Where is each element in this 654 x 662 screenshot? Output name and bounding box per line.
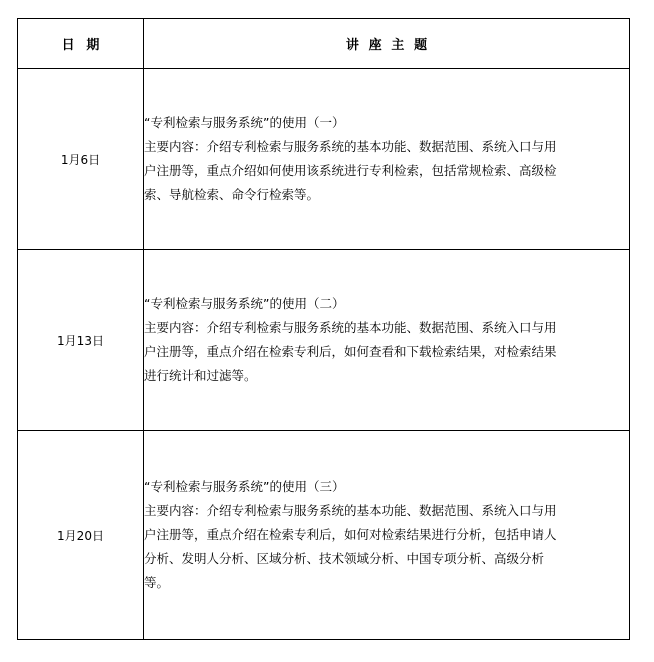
topic-cell xyxy=(144,431,630,640)
content-line: 索、导航检索、命令行检索等。 xyxy=(144,187,320,202)
lecture-title: “专利检索与服务系统”的使用（三） xyxy=(144,479,345,494)
date-column-header xyxy=(18,19,144,69)
table-row xyxy=(18,431,630,640)
topic-header-text: 讲座主题 xyxy=(345,38,437,53)
content-line: 主要内容：介绍专利检索与服务系统的基本功能、数据范围、系统入口与用 xyxy=(144,139,557,154)
content-line: 进行统计和过滤等。 xyxy=(144,368,257,383)
date-cell: 1月13日 xyxy=(18,250,144,431)
content-line: 分析、发明人分析、区域分析、技术领域分析、中国专项分析、高级分析 xyxy=(144,551,545,566)
table-row xyxy=(18,250,630,431)
date-cell: 1月6日 xyxy=(18,69,144,250)
date-header-text: 日期 xyxy=(61,38,112,53)
table-row xyxy=(18,69,630,250)
table-header-row xyxy=(18,19,630,69)
content-line: 等。 xyxy=(144,575,170,590)
content-line: 户注册等，重点介绍如何使用该系统进行专利检索，包括常规检索、高级检 xyxy=(144,163,557,178)
lecture-schedule-table xyxy=(17,18,630,640)
content-line: 主要内容：介绍专利检索与服务系统的基本功能、数据范围、系统入口与用 xyxy=(144,320,557,335)
date-cell: 1月20日 xyxy=(18,431,144,640)
content-line: 户注册等，重点介绍在检索专利后，如何对检索结果进行分析，包括申请人 xyxy=(144,527,557,542)
lecture-title: “专利检索与服务系统”的使用（一） xyxy=(144,115,345,130)
content-line: 主要内容：介绍专利检索与服务系统的基本功能、数据范围、系统入口与用 xyxy=(144,503,557,518)
topic-cell xyxy=(144,250,630,431)
topic-column-header xyxy=(144,19,630,69)
content-line: 户注册等，重点介绍在检索专利后，如何查看和下载检索结果，对检索结果 xyxy=(144,344,557,359)
topic-cell xyxy=(144,69,630,250)
lecture-title: “专利检索与服务系统”的使用（二） xyxy=(144,296,345,311)
